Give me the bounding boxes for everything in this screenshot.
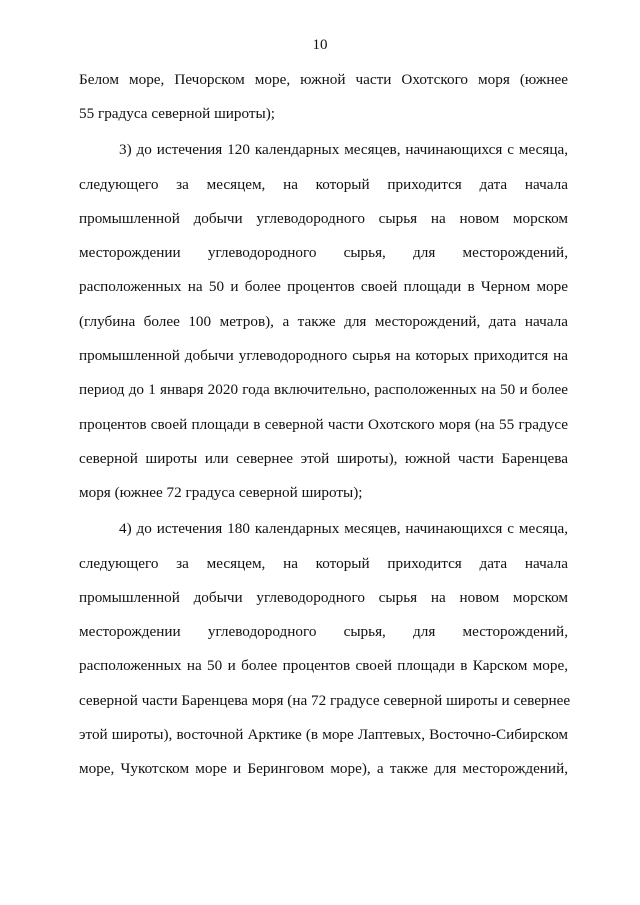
text-line: северной части Баренцева моря (на 72 градусе северной широты и севернее [79,691,571,709]
text-line: промышленной добычи углеводородного сырья на новом морском [79,588,568,606]
text-line: Белом море, Печорском море, южной части Охотского моря (южнее [79,71,568,88]
paragraph [79,139,568,516]
text-line: промышленной добычи углеводородного сырья на которых приходится на [79,347,568,365]
text-line: расположенных на 50 и более процентов своей площади в Карском море, [79,657,568,675]
text-line: расположенных на 50 и более процентов своей площади в Черном море [79,278,568,296]
text-line: 55 градуса северной широты); [79,105,275,123]
text-line: следующего за месяцем, на который приходится дата начала [79,554,568,572]
paragraph [79,69,568,138]
document-body [79,69,571,793]
text-line: моря (южнее 72 градуса северной широты); [79,484,363,502]
text-line: этой широты), восточной Арктике (в море Лаптевых, Восточно-Сибирском [79,726,568,744]
text-line: месторождении углеводородного сырья, для месторождений, [79,623,568,641]
text-line: промышленной добычи углеводородного сырья на новом морском [79,209,568,227]
text-line: месторождении углеводородного сырья, для месторождений, [79,244,568,262]
text-line: следующего за месяцем, на который приходится дата начала [79,175,568,193]
paragraph [79,518,571,792]
text-line: 4) до истечения 180 календарных месяцев, начинающихся с месяца, [119,520,568,538]
text-line: процентов своей площади в северной части Охотского моря (на 55 градусе [79,415,568,433]
text-line: (глубина более 100 метров), а также для месторождений, дата начала [79,312,568,330]
text-line: море, Чукотском море и Беринговом море), а также для месторождений, [79,760,568,778]
text-line: период до 1 января 2020 года включительно, расположенных на 50 и более [79,381,568,399]
page-number: 10 [312,37,328,53]
text-line: северной широты или севернее этой широты), южной части Баренцева [79,449,568,467]
text-line: 3) до истечения 120 календарных месяцев, начинающихся с месяца, [119,141,568,159]
